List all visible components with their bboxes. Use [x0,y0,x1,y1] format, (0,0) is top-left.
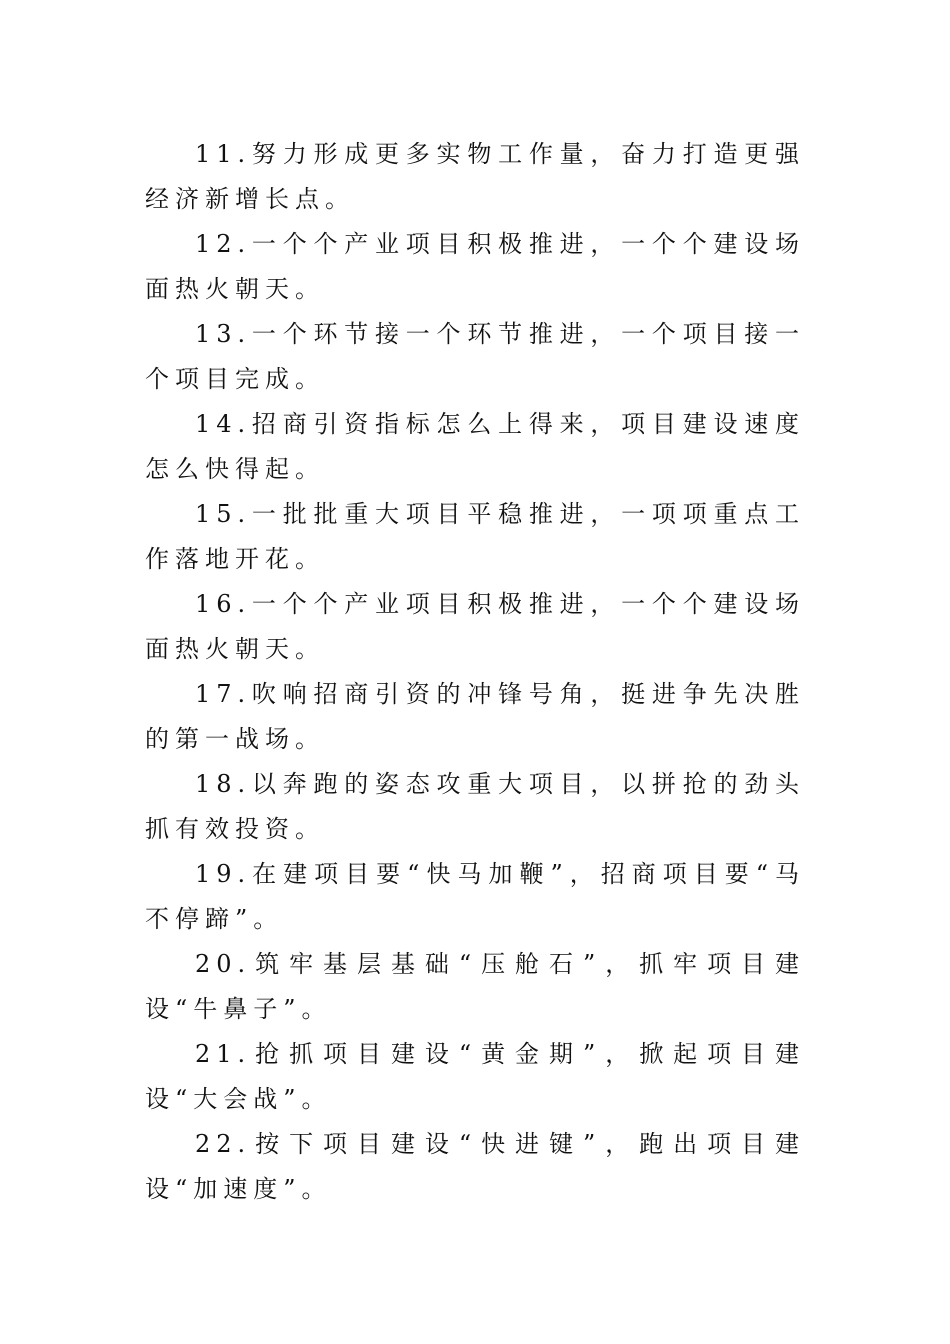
paragraph-19: 19.在建项目要“快马加鞭”，招商项目要“马不停蹄”。 [145,860,805,933]
paragraph-20: 20.筑牢基层基础“压舱石”，抓牢项目建设“牛鼻子”。 [145,950,805,1023]
paragraph-16: 16.一个个产业项目积极推进，一个个建设场面热火朝天。 [145,590,805,663]
paragraph-14: 14.招商引资指标怎么上得来，项目建设速度怎么快得起。 [145,410,805,483]
paragraph-18: 18.以奔跑的姿态攻重大项目，以拼抢的劲头抓有效投资。 [145,770,805,843]
paragraph-15: 15.一批批重大项目平稳推进，一项项重点工作落地开花。 [145,500,805,573]
document-body [145,132,805,1212]
paragraph-12: 12.一个个产业项目积极推进，一个个建设场面热火朝天。 [145,230,805,303]
paragraph-13: 13.一个环节接一个环节推进，一个项目接一个项目完成。 [145,320,805,393]
paragraph-22: 22.按下项目建设“快进键”，跑出项目建设“加速度”。 [145,1130,805,1203]
paragraph-21: 21.抢抓项目建设“黄金期”，掀起项目建设“大会战”。 [145,1040,805,1113]
paragraph-11: 11.努力形成更多实物工作量，奋力打造更强经济新增长点。 [145,140,805,213]
paragraph-17: 17.吹响招商引资的冲锋号角，挺进争先决胜的第一战场。 [145,680,805,753]
